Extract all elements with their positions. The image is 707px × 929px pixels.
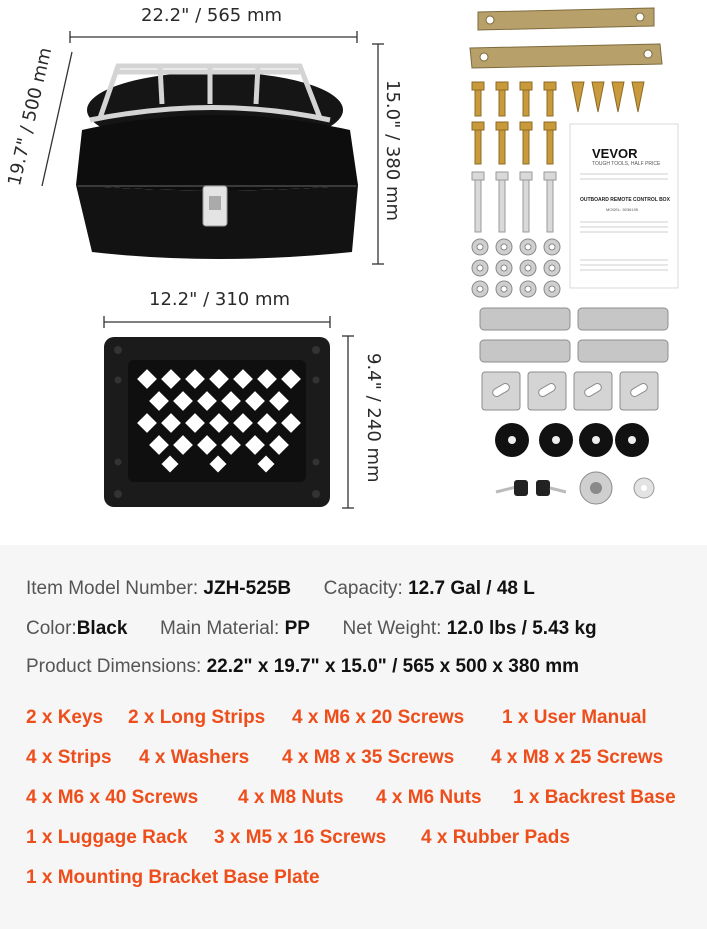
box-depth-dimension: 19.7" / 500 mm bbox=[4, 45, 57, 188]
manual-brand: VEVOR bbox=[592, 146, 638, 161]
strips-image bbox=[480, 308, 668, 362]
part-item: 3 x M5 x 16 Screws bbox=[214, 827, 387, 848]
dims-value: 22.2" x 19.7" x 15.0" / 565 x 500 x 380 mm bbox=[206, 656, 580, 677]
dims-label: Product Dimensions: bbox=[26, 656, 202, 677]
weight-value: 12.0 lbs / 5.43 kg bbox=[446, 618, 597, 639]
part-item: 1 x Mounting Bracket Base Plate bbox=[26, 867, 320, 888]
part-item: 4 x Rubber Pads bbox=[421, 827, 570, 848]
model-label: Item Model Number: bbox=[26, 578, 199, 599]
top-box-image bbox=[76, 66, 358, 259]
keys-image bbox=[496, 480, 566, 496]
part-item: 4 x M8 x 35 Screws bbox=[282, 747, 455, 768]
part-item: 2 x Keys bbox=[26, 707, 104, 728]
part-item: 4 x M6 x 20 Screws bbox=[292, 707, 465, 728]
plate-width-dimension: 12.2" / 310 mm bbox=[149, 289, 291, 310]
long-strips-image bbox=[470, 8, 662, 68]
part-item: 4 x M8 x 25 Screws bbox=[491, 747, 664, 768]
box-height-dimension: 15.0" / 380 mm bbox=[382, 80, 403, 222]
backrest-base-image bbox=[580, 472, 654, 504]
capacity-value: 12.7 Gal / 48 L bbox=[408, 578, 535, 599]
part-item: 1 x Luggage Rack bbox=[26, 827, 188, 848]
part-item: 2 x Long Strips bbox=[128, 707, 266, 728]
part-item: 4 x M6 Nuts bbox=[376, 787, 482, 808]
box-width-dimension: 22.2" / 565 mm bbox=[141, 5, 283, 26]
color-value: Black bbox=[76, 618, 128, 639]
part-item: 4 x Strips bbox=[26, 747, 112, 768]
part-item: 1 x User Manual bbox=[502, 707, 647, 728]
spec-panel bbox=[0, 545, 707, 929]
part-item: 1 x Backrest Base bbox=[513, 787, 676, 808]
spec-row-2 bbox=[26, 618, 597, 640]
spec-row-1 bbox=[26, 578, 535, 600]
material-value: PP bbox=[284, 618, 310, 639]
part-item: 4 x M8 Nuts bbox=[238, 787, 344, 808]
manual-model: MODEL: 5036195 bbox=[606, 207, 639, 212]
part-item: 4 x Washers bbox=[139, 747, 250, 768]
washers-image bbox=[482, 372, 658, 410]
model-value: JZH-525B bbox=[203, 578, 292, 599]
material-label: Main Material: bbox=[159, 618, 280, 639]
part-item: 4 x M6 x 40 Screws bbox=[26, 787, 199, 808]
manual-tagline: TOUGH TOOLS, HALF PRICE bbox=[592, 161, 661, 167]
capacity-label: Capacity: bbox=[323, 578, 403, 599]
rubber-pads-image bbox=[495, 423, 649, 457]
weight-label: Net Weight: bbox=[342, 618, 442, 639]
base-plate-image bbox=[104, 337, 330, 507]
nuts-image bbox=[472, 239, 560, 297]
plate-height-dimension: 9.4" / 240 mm bbox=[363, 353, 384, 483]
spec-row-3 bbox=[26, 656, 579, 678]
manual-title: OUTBOARD REMOTE CONTROL BOX bbox=[580, 197, 670, 203]
color-label: Color: bbox=[26, 618, 77, 639]
